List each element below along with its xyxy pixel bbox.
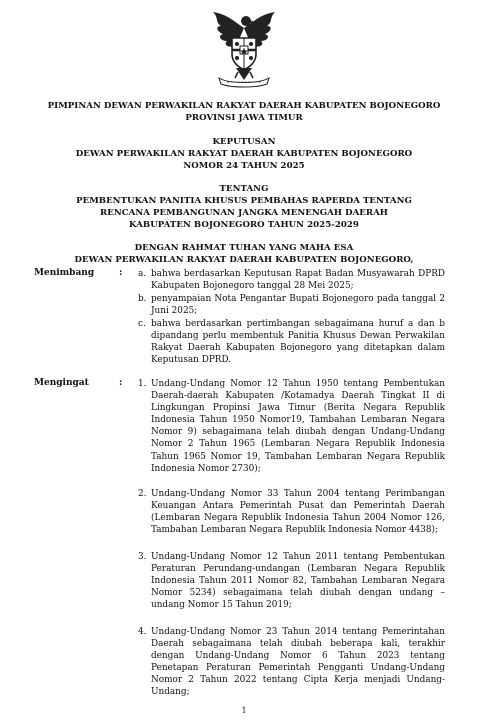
considering-label: Menimbang (34, 268, 95, 278)
remembering-item-3-mark: 3. (138, 552, 147, 562)
decree-about: TENTANG (219, 184, 269, 194)
issuer-full-line: DEWAN PERWAKILAN RAKYAT DAERAH KABUPATEN BOJONEGORO, (74, 255, 414, 265)
decree-type: KEPUTUSAN (212, 137, 276, 147)
remembering-label: Mengingat (34, 378, 89, 388)
decree-subject-line2: RENCANA PEMBANGUNAN JANGKA MENENGAH DAERAH (100, 208, 388, 218)
remembering-item-2-text: Undang-Undang Nomor 33 Tahun 2004 tentang Perimbangan Keuangan Antara Pemerintah Pusat dan Pemerintah Daerah (Lembaran Negara Republik Indonesia Tahun 2004 Nomor 126, Tambahan Lembaran Negara Republik Indonesia Nomor 4438); (151, 489, 445, 536)
decree-subject-line3: KABUPATEN BOJONEGORO TAHUN 2025-2029 (129, 220, 359, 230)
considering-item-b-mark: b. (138, 294, 147, 304)
page-number: 1 (241, 706, 247, 715)
considering-item-c-mark: c. (138, 319, 146, 329)
considering-colon: : (119, 268, 123, 278)
considering-item-b-text: penyampaian Nota Pengantar Bupati Bojonegoro pada tanggal 2 Juni 2025; (151, 294, 445, 317)
decree-subject-line1: PEMBENTUKAN PANITIA KHUSUS PEMBAHAS RAPERDA TENTANG (76, 196, 412, 206)
decree-number: NOMOR 24 TAHUN 2025 (183, 161, 305, 171)
remembering-item-1-mark: 1. (138, 379, 147, 389)
considering-item-c-text: bahwa berdasarkan pertimbangan sebagaimana huruf a dan b dipandang perlu membentuk Panitia Khusus Dewan Perwakilan Rakyat Daerah Kabupaten Bojonegoro yang ditetapkan dalam Keputusan DPRD. (151, 319, 445, 366)
decree-issuer: DEWAN PERWAKILAN RAKYAT DAERAH KABUPATEN BOJONEGORO (75, 149, 413, 159)
remembering-item-4-text: Undang-Undang Nomor 23 Tahun 2014 tentang Pemerintahan Daerah sebagaimana telah diubah beberapa kali, terakhir dengan Undang-Undang Nomor 6 Tahun 2023 tentang Penetapan Peraturan Pemerintah Pengganti Undang-Undang Nomor 2 Tahun 2022 tentang Cipta Kerja menjadi Undang-Undang; (151, 627, 445, 698)
remembering-item-3-text: Undang-Undang Nomor 12 Tahun 2011 tentang Pembentukan Peraturan Perundang-undangan (Lembaran Negara Republik Indonesia Tahun 2011 Nomor 82, Tambahan Lembaran Negara Nomor 5234) sebagaimana telah diubah dengan undang – undang Nomor 15 Tahun 2019; (151, 552, 445, 611)
remembering-item-1-text: Undang-Undang Nomor 12 Tahun 1950 tentang Pembentukan Daerah-daerah Kabupaten /Kotamadya Daerah Tingkat II di Lingkungan Propinsi Jawa Timur (Berita Negara Republik Indonesia Tahun 1950 Nomor19, Tambahan Lembaran Negara Nomor 9) sebagaimana telah diubah dengan Undang-Undang Nomor 2 Tahun 1965 (Lembaran Negara Republik Indonesia Tahun 1965 Nomor 19, Tambahan Lembaran Negara Republik Indonesia Nomor 2730); (151, 379, 445, 474)
institution-line2: PROVINSI JAWA TIMUR (185, 113, 303, 123)
considering-item-a-mark: a. (138, 269, 147, 279)
blessing-line: DENGAN RAHMAT TUHAN YANG MAHA ESA (134, 243, 354, 253)
remembering-colon: : (119, 378, 123, 388)
garuda-emblem-icon (205, 8, 283, 88)
considering-item-a-text: bahwa berdasarkan Keputusan Rapat Badan Musyawarah DPRD Kabupaten Bojonegoro tanggal 28 Mei 2025; (151, 269, 445, 292)
remembering-item-2-mark: 2. (138, 489, 147, 499)
institution-line1: PIMPINAN DEWAN PERWAKILAN RAKYAT DAERAH KABUPATEN BOJONEGORO (47, 101, 441, 111)
remembering-item-4-mark: 4. (138, 627, 147, 637)
